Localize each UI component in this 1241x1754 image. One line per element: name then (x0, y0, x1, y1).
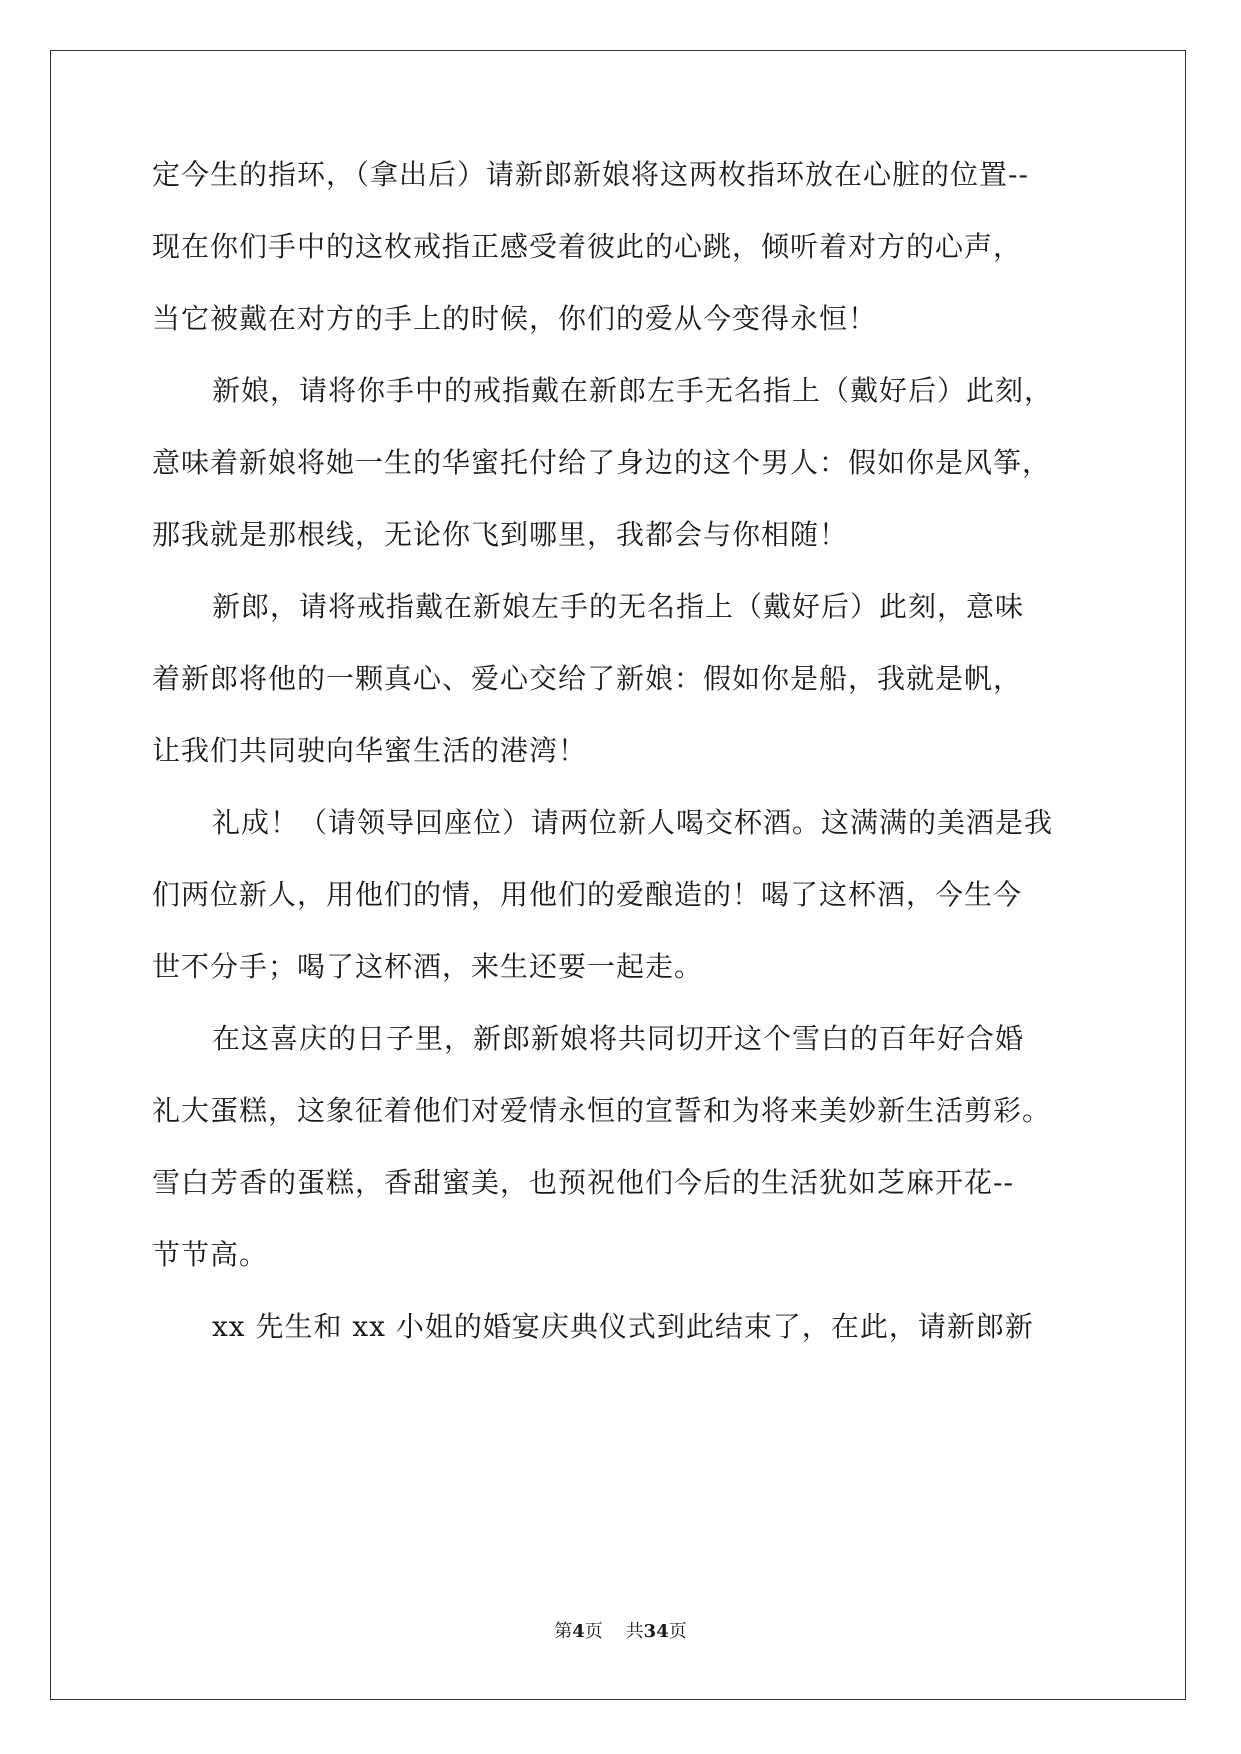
text-line-7: 新郎，请将戒指戴在新娘左手的无名指上（戴好后）此刻，意味 (212, 590, 1025, 623)
text-line-13: 在这喜庆的日子里，新郎新娘将共同切开这个雪白的百年好合婚 (212, 1022, 1025, 1055)
text-line-1: 定今生的指环，（拿出后）请新郎新娘将这两枚指环放在心脏的位置-- (152, 158, 1029, 191)
text-line-6: 那我就是那根线，无论你飞到哪里，我都会与你相随！ (152, 518, 849, 551)
footer-total-pages: 34 (643, 1621, 669, 1642)
text-line-3: 当它被戴在对方的手上的时候，你们的爱从今变得永恒！ (152, 302, 878, 335)
text-line-2: 现在你们手中的这枚戒指正感受着彼此的心跳，倾听着对方的心声， (152, 230, 1023, 263)
text-line-10: 礼成！（请领导回座位）请两位新人喝交杯酒。这满满的美酒是我 (212, 806, 1054, 839)
text-line-14: 礼大蛋糕，这象征着他们对爱情永恒的宣誓和为将来美妙新生活剪彩。 (152, 1094, 1052, 1127)
text-line-5: 意味着新娘将她一生的华蜜托付给了身边的这个男人：假如你是风筝， (152, 446, 1052, 479)
text-line-11: 们两位新人，用他们的情，用他们的爱酿造的！喝了这杯酒，今生今 (152, 878, 1023, 911)
text-line-12: 世不分手；喝了这杯酒，来生还要一起走。 (152, 950, 704, 983)
page-border (50, 50, 1186, 1700)
page-footer (0, 1620, 1241, 1644)
footer-total-suffix: 页 (668, 1621, 687, 1642)
footer-page-prefix: 第 (554, 1621, 573, 1642)
text-line-9: 让我们共同驶向华蜜生活的港湾！ (152, 734, 588, 767)
text-line-8: 着新郎将他的一颗真心、爱心交给了新娘：假如你是船，我就是帆， (152, 662, 1023, 695)
text-line-15: 雪白芳香的蛋糕，香甜蜜美，也预祝他们今后的生活犹如芝麻开花-- (152, 1166, 1014, 1199)
footer-total-prefix: 共 (625, 1621, 644, 1642)
footer-page-suffix: 页 (584, 1621, 603, 1642)
text-line-4: 新娘，请将你手中的戒指戴在新郎左手无名指上（戴好后）此刻， (212, 374, 1054, 407)
footer-page-number: 4 (572, 1621, 585, 1642)
text-line-16: 节节高。 (152, 1238, 269, 1271)
text-line-17: xx 先生和 xx 小姐的婚宴庆典仪式到此结束了，在此，请新郎新 (212, 1310, 1034, 1343)
